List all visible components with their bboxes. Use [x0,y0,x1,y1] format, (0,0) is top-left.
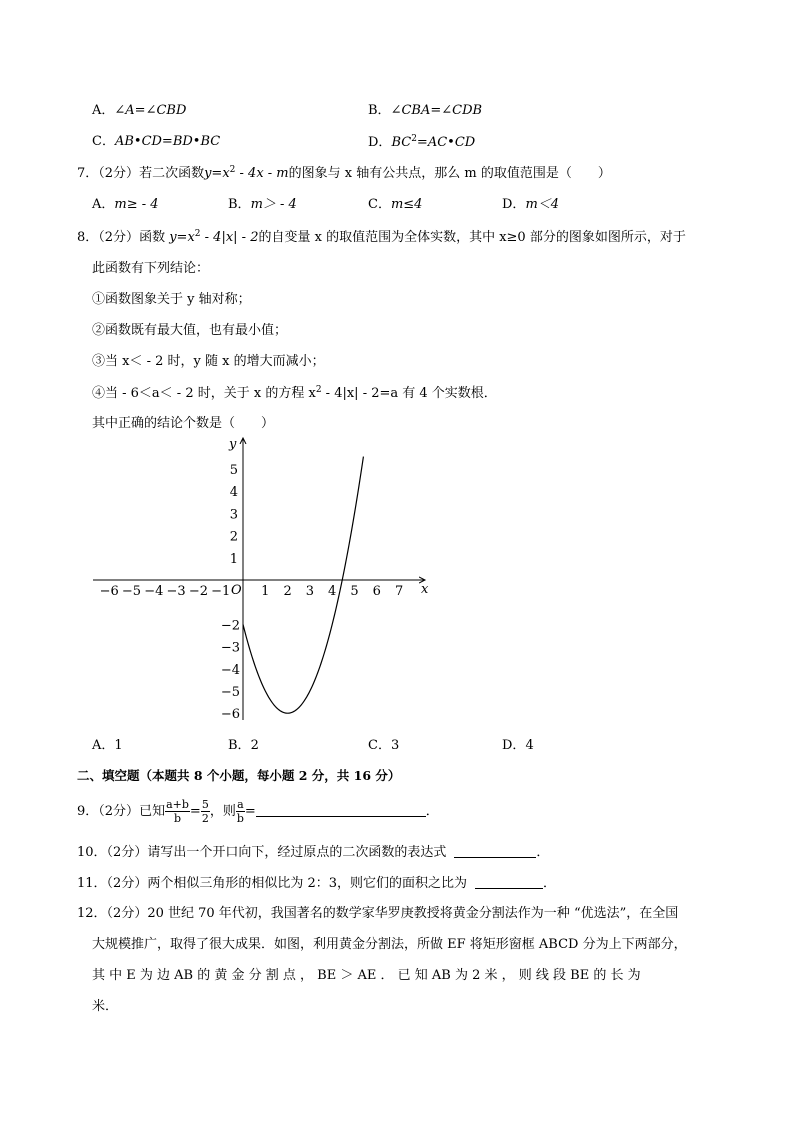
q12-stem-line3: 其 中 E 为 边 AB 的 黄 金 分 割 点 ， BE ＞ AE ． 已 知 AB 为 2 米 ， 则 线 段 BE 的 长 为 [92,968,641,983]
score: （2分） [106,906,148,921]
answer-blank[interactable] [256,804,426,817]
y-tick-label: 5 [229,463,238,478]
option-label: C． [92,134,115,149]
option-label: B． [228,197,251,212]
equals: = [189,804,201,819]
q8-conclusion-2: ②函数既有最大值，也有最小值； [92,323,288,338]
superscript: 2 [229,165,236,175]
option-text: =AC•CD [416,135,476,150]
x-tick-label: 6 [372,584,381,599]
q8-conclusion-3: ③当 x＜ - 2 时，y 随 x 的增大而减小； [92,354,325,369]
question-number: 10． [77,845,107,860]
stem-text: 若二次函数 [139,166,205,181]
q8-ask: 其中正确的结论个数是（ ） [92,416,275,431]
stem-text: 函数 [139,230,170,245]
x-tick-label: 5 [350,584,359,599]
stem-text: 的自变量 x 的取值范围为全体实数，其中 x≥0 部分的图象如图所示，对于 [258,230,686,245]
option-label: A． [92,103,115,118]
fraction-numerator: a [237,798,244,811]
fraction-denominator: 2 [201,812,209,825]
q12-stem-line1 [77,907,678,920]
function: y=x [204,166,230,181]
option-label: D． [502,197,526,212]
x-axis-label: x [421,582,429,597]
superscript: 2 [194,229,201,239]
y-tick-label: 2 [229,529,238,545]
fraction-denominator: b [236,812,244,825]
option-text: ∠CBA=∠CDB [390,103,483,118]
stem-text: 请写出一个开口向下，经过原点的二次函数的表达式 [147,845,447,860]
option-text: m＞ - 4 [250,197,297,212]
score: （2分） [98,804,140,819]
function: - 4x - m [235,166,289,181]
answer-blank[interactable] [454,845,536,858]
option-label: C． [368,197,391,212]
y-tick-label: −2 [220,618,240,634]
x-tick-label: 2 [283,584,292,599]
conclusion-text: - 4|x| - 2=a 有 4 个实数根． [321,386,497,401]
option-label: D． [368,135,392,150]
superscript: 2 [411,134,417,144]
score: （2分） [98,166,140,181]
x-tick-label: 7 [394,584,404,599]
conclusion-text: ④当 - 6＜a＜ - 2 时，关于 x 的方程 x [92,386,316,401]
superscript: 2 [315,385,322,395]
q8-conclusion-1: ①函数图象关于 y 轴对称； [92,292,251,307]
q8-option-c [368,739,399,752]
option-text: AB•CD=BD•BC [114,134,221,149]
y-tick-label: −3 [220,640,240,656]
option-label: B． [228,738,251,753]
x-tick-label: 4 [328,584,337,599]
q8-option-a [92,739,123,752]
q11-stem [77,876,556,890]
score: （2分） [106,845,148,860]
period: ． [536,845,550,860]
score: （2分） [106,876,148,891]
y-tick-label: 3 [229,507,238,523]
y-tick-label: 1 [229,551,238,567]
option-text: ∠A=∠CBD [114,103,187,118]
x-tick-label: 1 [261,584,270,599]
x-tick-label: −5 [121,584,142,599]
y-tick-label: −4 [220,662,240,678]
option-text: 2 [250,738,259,753]
q8-option-b [228,739,259,752]
section-title: 二、填空题（本题共 8 个小题，每小题 2 分，共 16 分） [77,768,401,783]
question-number: 12． [77,906,107,921]
x-tick-label: −4 [144,584,164,599]
function: y=x [169,230,195,245]
x-tick-label: −3 [166,584,186,599]
stem-text: ，则 [209,804,236,819]
stem-text: 20 世纪 70 年代初，我国著名的数学家华罗庚教授将黄金分割法作为一种 “优选法”，在全国 [147,906,679,921]
y-tick-label: −5 [220,685,240,700]
option-label: B． [368,103,391,118]
question-number: 11． [77,876,107,891]
option-label: A． [92,197,115,212]
origin-label: O [231,583,242,598]
question-number: 7． [77,166,99,181]
option-text: m＜4 [525,197,560,212]
option-label: C． [368,738,391,753]
option-text: 1 [114,738,123,753]
equals: = [244,804,256,819]
stem-text: 的图象与 x 轴有公共点，那么 m 的取值范围是（ ） [288,166,611,181]
x-tick-label: −1 [211,584,231,599]
option-label: D． [502,738,526,753]
x-tick-label: 3 [305,584,315,599]
option-text: BC [391,135,412,150]
q10-stem [77,845,549,859]
y-axis-label: y [229,437,237,452]
period: ． [425,804,439,819]
question-number: 9． [77,804,99,819]
y-tick-label: 4 [229,485,238,501]
q8-stem-line2: 此函数有下列结论： [92,261,210,276]
option-text: m≥ - 4 [114,197,159,212]
fraction-numerator: a+b [166,798,189,811]
score: （2分） [98,230,140,245]
q9-stem [77,798,439,825]
question-number: 8． [77,230,99,245]
fraction [201,798,210,825]
q8-option-d [502,739,534,752]
stem-text: 已知 [139,804,166,819]
option-label: A． [92,738,115,753]
fraction-denominator: b [173,812,182,825]
q12-stem-line2: 大规模推广，取得了很大成果．如图，利用黄金分割法，所做 EF 将矩形窗框 ABCD 分为上下两部分， [92,937,687,952]
y-tick-label: −6 [220,707,240,723]
option-text: 4 [525,738,534,753]
x-tick-label: −2 [188,584,208,599]
fraction-numerator: 5 [201,798,209,811]
x-tick-labels [100,584,404,599]
fraction [165,798,190,825]
period: ． [543,876,557,891]
q12-stem-line4: 米． [92,999,119,1014]
fraction [236,798,245,825]
function: - 4|x| - 2 [200,230,259,245]
answer-blank[interactable] [475,876,543,889]
option-text: 3 [390,738,400,753]
option-text: m≤4 [390,197,423,212]
x-tick-label: −6 [99,584,119,599]
stem-text: 两个相似三角形的相似比为 2：3，则它们的面积之比为 [147,876,468,891]
